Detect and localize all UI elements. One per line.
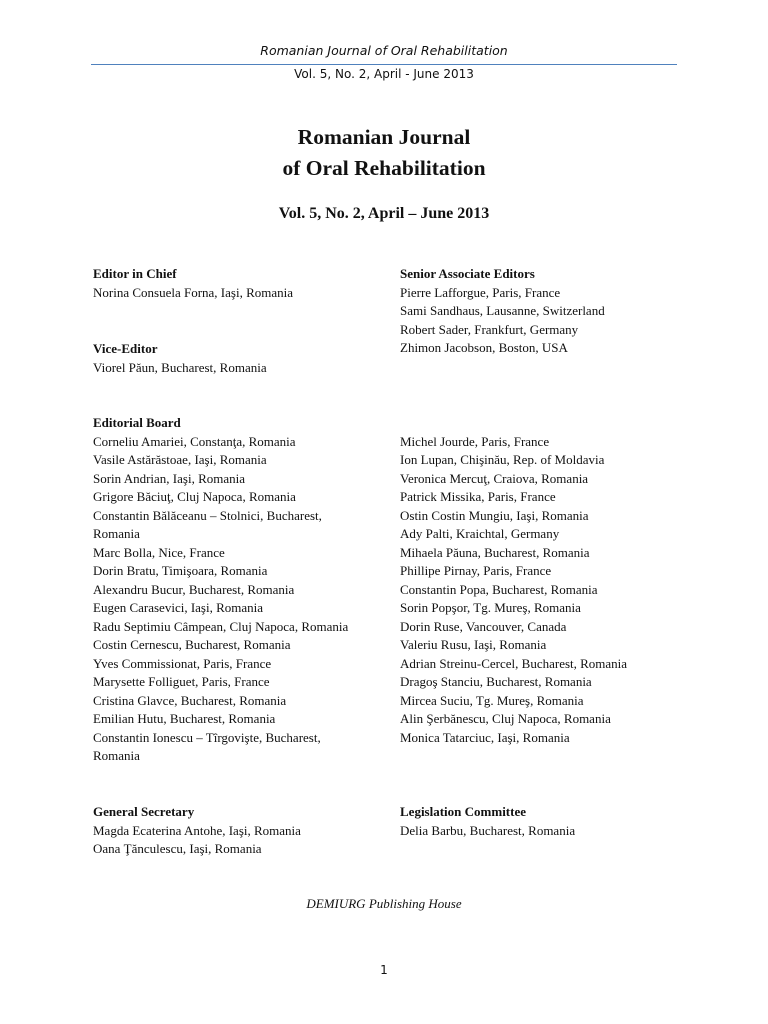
editor-in-chief-member: Norina Consuela Forna, Iaşi, Romania [93, 284, 294, 300]
board-member: Alexandru Bucur, Bucharest, Romania [93, 581, 295, 597]
legislation-committee-section [400, 803, 700, 840]
issue-volume: Vol. 5, No. 2, April – June 2013 [278, 205, 490, 222]
board-member: Dragoş Stanciu, Bucharest, Romania [400, 674, 592, 689]
senior-associate-editors-heading: Senior Associate Editors [400, 266, 535, 281]
board-member: Eugen Carasevici, Iaşi, Romania [93, 600, 264, 615]
publisher: DEMIURG Publishing House [306, 896, 462, 911]
board-member: Ostin Costin Mungiu, Iaşi, Romania [400, 507, 589, 523]
vice-editor-section [93, 340, 368, 377]
board-member: Veronica Mercuţ, Craiova, Romania [400, 470, 589, 486]
general-secretary-member: Magda Ecaterina Antohe, Iaşi, Romania [93, 822, 301, 838]
vice-editor-heading: Vice-Editor [93, 341, 158, 356]
general-secretary-section [93, 803, 368, 859]
legislation-committee-heading: Legislation Committee [400, 804, 527, 819]
editor-in-chief-heading: Editor in Chief [93, 266, 177, 281]
board-member: Alin Şerbănescu, Cluj Napoca, Romania [400, 711, 611, 726]
editorial-board-heading: Editorial Board [93, 415, 181, 430]
senior-associate-editor: Sami Sandhaus, Lausanne, Switzerland [400, 303, 605, 318]
board-member: Patrick Missika, Paris, France [400, 489, 556, 504]
editor-in-chief-section [93, 265, 368, 302]
board-member: Sorin Popşor, Tg. Mureş, Romania [400, 600, 581, 615]
running-header-journal: Romanian Journal of Oral Rehabilitation [260, 43, 508, 58]
board-member: Michel Jourde, Paris, France [400, 433, 550, 449]
header-rule [91, 64, 677, 65]
board-member: Dorin Bratu, Timişoara, Romania [93, 563, 268, 578]
board-member: Grigore Băciuţ, Cluj Napoca, Romania [93, 489, 296, 504]
journal-title-line-2: of Oral Rehabilitation [282, 156, 486, 180]
board-member: Adrian Streinu-Cercel, Bucharest, Romania [400, 655, 628, 671]
vice-editor-member: Viorel Păun, Bucharest, Romania [93, 359, 267, 375]
board-member: Sorin Andrian, Iaşi, Romania [93, 470, 246, 486]
general-secretary-member: Oana Ţănculescu, Iaşi, Romania [93, 841, 262, 856]
board-member: Yves Commissionat, Paris, France [93, 655, 272, 671]
board-member: Marc Bolla, Nice, France [93, 544, 225, 560]
board-member: Cristina Glavce, Bucharest, Romania [93, 692, 287, 708]
editorial-board-right [400, 433, 700, 748]
board-member: Corneliu Amariei, Constanţa, Romania [93, 433, 296, 449]
board-member: Constantin Popa, Bucharest, Romania [400, 581, 598, 597]
page-number: 1 [380, 963, 388, 977]
board-member: Ion Lupan, Chişinău, Rep. of Moldavia [400, 452, 605, 467]
board-member: Mircea Suciu, Tg. Mureş, Romania [400, 692, 584, 708]
board-member: Monica Tatarciuc, Iaşi, Romania [400, 729, 570, 745]
journal-title-line-1: Romanian Journal [297, 125, 471, 149]
board-member: Dorin Ruse, Vancouver, Canada [400, 618, 567, 634]
board-member: Vasile Astărăstoae, Iaşi, Romania [93, 452, 267, 467]
board-member: Constantin Ionescu – Tîrgovişte, Bucharest, Romania [93, 729, 321, 763]
legislation-committee-member: Delia Barbu, Bucharest, Romania [400, 822, 576, 838]
board-member: Marysette Folliguet, Paris, France [93, 674, 270, 689]
senior-associate-editor: Zhimon Jacobson, Boston, USA [400, 340, 568, 355]
board-member: Mihaela Păuna, Bucharest, Romania [400, 544, 590, 560]
editorial-board-left [93, 414, 368, 766]
senior-associate-editor: Pierre Lafforgue, Paris, France [400, 284, 561, 300]
board-member: Radu Septimiu Câmpean, Cluj Napoca, Romania [93, 618, 349, 634]
board-member: Costin Cernescu, Bucharest, Romania [93, 637, 291, 652]
journal-title [0, 122, 768, 184]
running-header-volume: Vol. 5, No. 2, April - June 2013 [294, 67, 474, 81]
board-member: Constantin Bălăceanu – Stolnici, Bucharest, Romania [93, 507, 322, 541]
senior-associate-editor: Robert Sader, Frankfurt, Germany [400, 321, 579, 337]
board-member: Valeriu Rusu, Iaşi, Romania [400, 637, 547, 652]
general-secretary-heading: General Secretary [93, 804, 195, 819]
board-member: Ady Palti, Kraichtal, Germany [400, 526, 560, 541]
board-member: Emilian Hutu, Bucharest, Romania [93, 711, 276, 726]
board-member: Phillipe Pirnay, Paris, France [400, 563, 552, 578]
senior-associate-editors-section [400, 265, 700, 358]
